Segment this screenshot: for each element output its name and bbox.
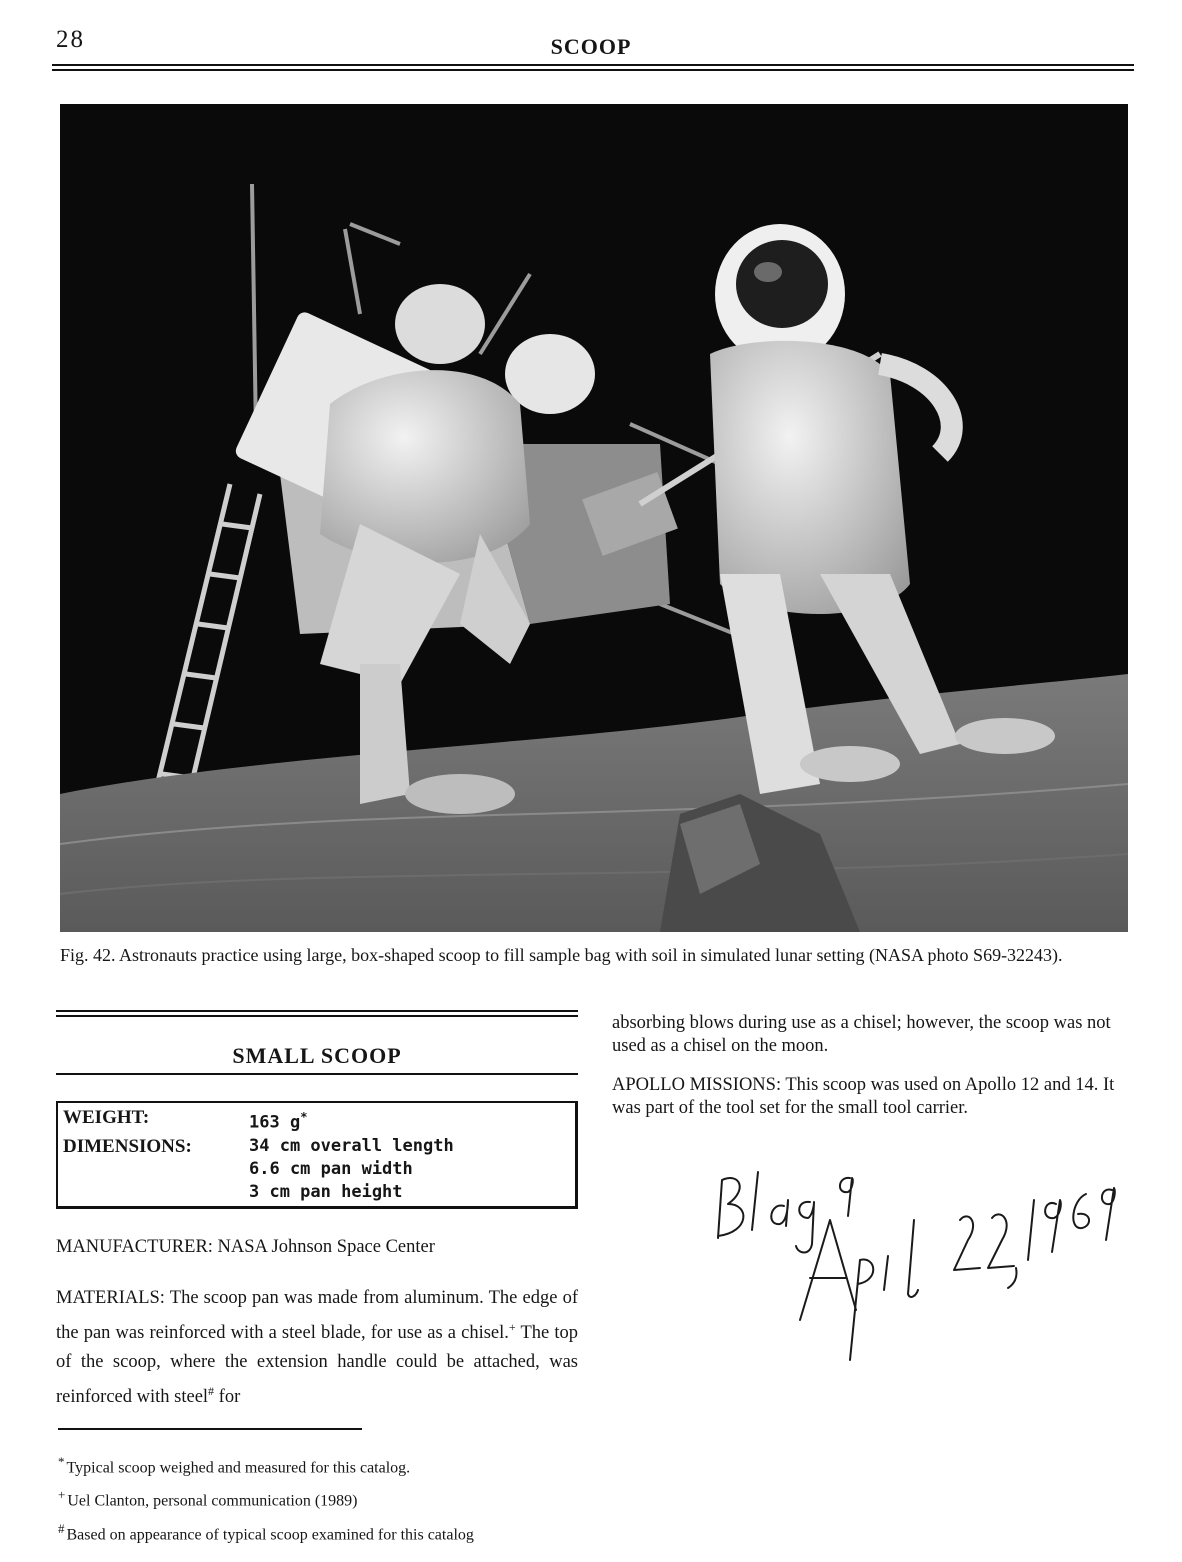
dimension-line: 3 cm pan height xyxy=(249,1181,403,1202)
materials-text: The top of the scoop, where the extension handle could be attached, was reinforced with steel xyxy=(56,1322,578,1407)
page-number: 28 xyxy=(56,26,85,53)
section-top-rule xyxy=(56,1010,578,1017)
spec-box xyxy=(56,1101,578,1209)
dimension-line: 6.6 cm pan width xyxy=(249,1158,413,1179)
footnote-ref-hash: # xyxy=(208,1383,215,1398)
weight-label: WEIGHT: xyxy=(63,1107,150,1128)
apollo-missions-paragraph: APOLLO MISSIONS: This scoop was used on Apollo 12 and 14. It was part of the tool set for the small tool carrier. xyxy=(612,1075,1115,1118)
footnote-rule xyxy=(58,1428,362,1430)
footnote xyxy=(58,1448,618,1481)
continued-paragraph: absorbing blows during use as a chisel; however, the scoop was not used as a chisel on the moon. xyxy=(612,1013,1111,1056)
dimensions-label: DIMENSIONS: xyxy=(63,1135,192,1157)
section-title: SMALL SCOOP xyxy=(232,1043,402,1068)
materials-text: for xyxy=(214,1386,241,1407)
weight-value: 163 g xyxy=(249,1112,301,1133)
manufacturer-paragraph: MANUFACTURER: NASA Johnson Space Center xyxy=(56,1236,435,1257)
running-title: SCOOP xyxy=(550,34,632,59)
dimensions-row xyxy=(63,1135,569,1204)
footnotes xyxy=(58,1448,618,1548)
dimension-line: 34 cm overall length xyxy=(249,1135,454,1156)
header-rule xyxy=(52,64,1134,71)
weight-note-mark: * xyxy=(300,1110,308,1124)
footnote-text: Uel Clanton, personal communication (1989) xyxy=(67,1492,358,1510)
footnote-mark: + xyxy=(58,1487,66,1503)
right-column xyxy=(612,1012,1132,1120)
footnote-mark: * xyxy=(58,1454,65,1469)
handwritten-note xyxy=(700,1160,1120,1370)
footnote-text: Typical scoop weighed and measured for this catalog. xyxy=(66,1459,411,1477)
section-bottom-rule xyxy=(56,1073,578,1075)
materials-text: MATERIALS: The scoop pan was made from aluminum. The edge of the pan was reinforced with a steel blade, for use as a chisel. xyxy=(56,1287,578,1343)
astronaut-photo xyxy=(60,104,1128,932)
materials-paragraph xyxy=(56,1284,578,1412)
footnote xyxy=(58,1481,618,1514)
figure-caption: Fig. 42. Astronauts practice using large, box-shaped scoop to fill sample bag with soil in simulated lunar setting (NASA photo S69-32243). xyxy=(60,945,1063,965)
weight-row xyxy=(63,1106,569,1135)
footnote xyxy=(58,1515,618,1548)
footnote-mark: # xyxy=(58,1520,65,1536)
left-column xyxy=(56,1010,578,1412)
footnote-ref-plus: + xyxy=(508,1319,516,1334)
footnote-text: Based on appearance of typical scoop examined for this catalog xyxy=(66,1525,474,1543)
